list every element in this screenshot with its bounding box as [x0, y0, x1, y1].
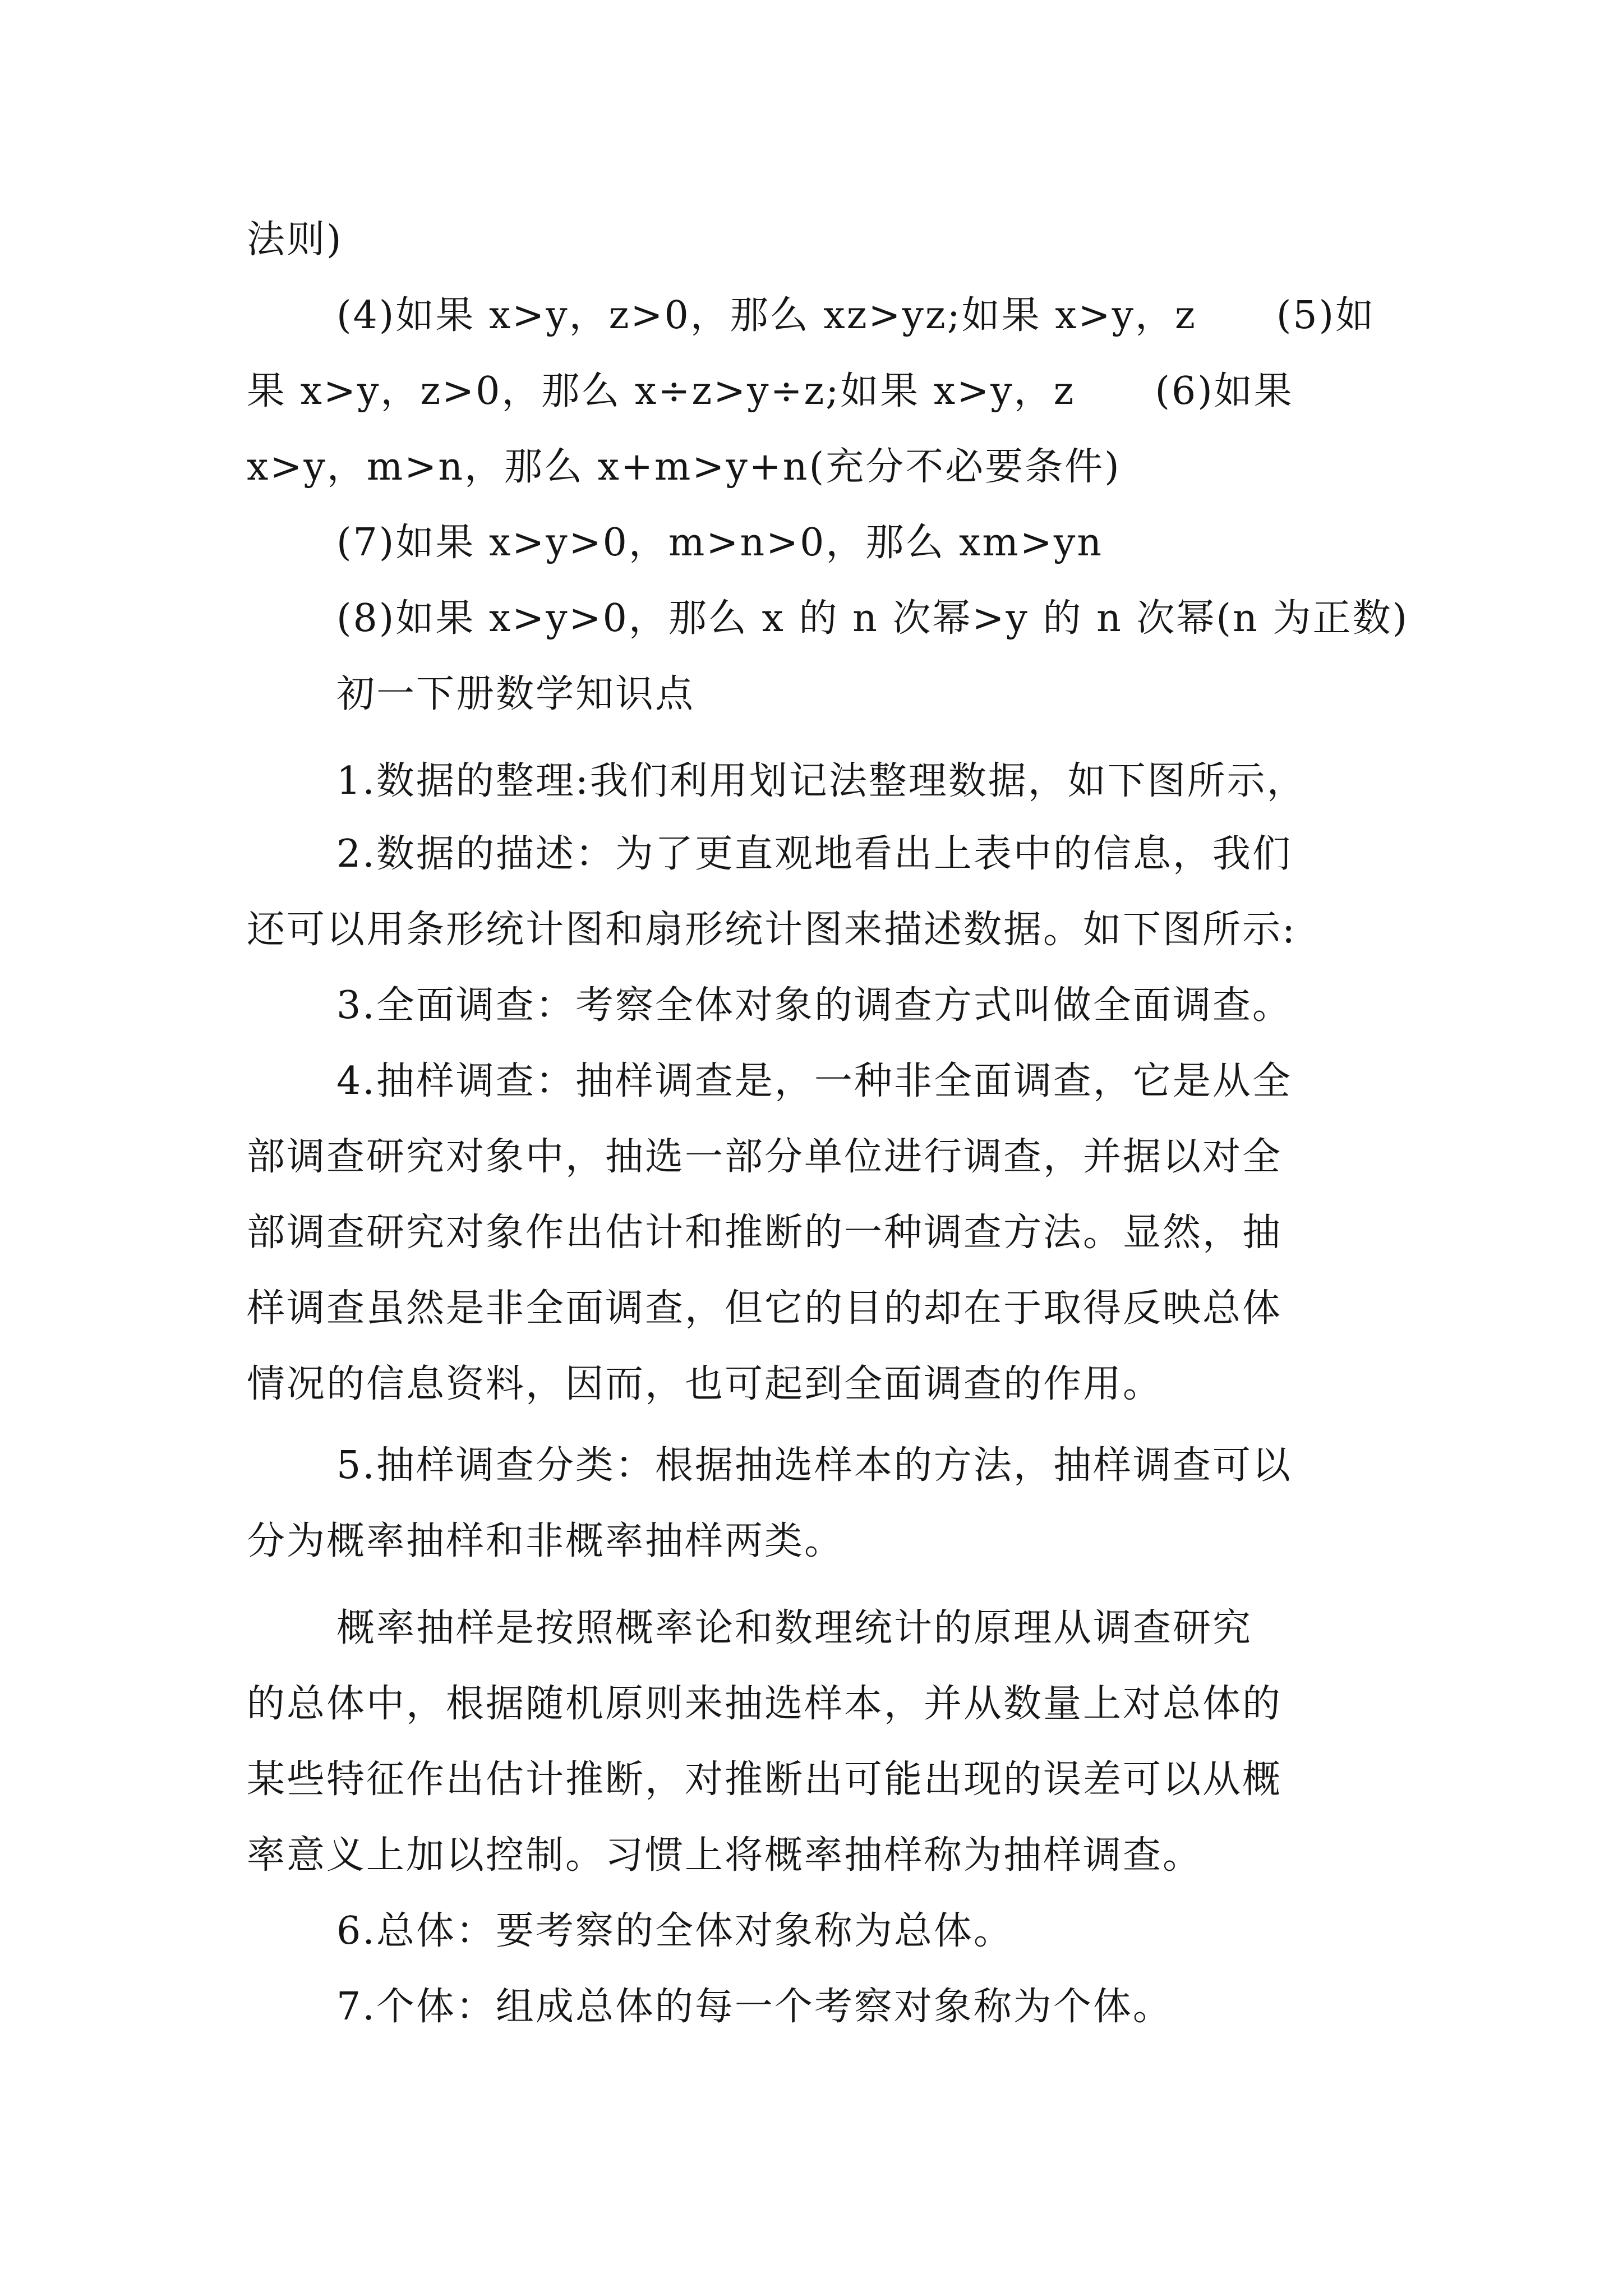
text-line: 3.全面调查：考察全体对象的调查方式叫做全面调查。	[336, 983, 1292, 1028]
text-line: 还可以用条形统计图和扇形统计图来描述数据。如下图所示:	[247, 908, 1297, 952]
text-line: 概率抽样是按照概率论和数理统计的原理从调查研究	[336, 1606, 1253, 1650]
text-line: 果 x>y，z>0，那么 x÷z>y÷z;如果 x>y，z (6)如果	[247, 369, 1294, 413]
text-line: 初一下册数学知识点	[336, 672, 695, 716]
text-line: 率意义上加以控制。习惯上将概率抽样称为抽样调查。	[247, 1833, 1203, 1878]
text-line: 情况的信息资料，因而，也可起到全面调查的作用。	[247, 1362, 1163, 1406]
text-line: x>y，m>n，那么 x+m>y+n(充分不必要条件)	[247, 445, 1121, 489]
text-line: (7)如果 x>y>0，m>n>0，那么 xm>yn	[336, 521, 1104, 565]
text-line: 部调查研究对象作出估计和推断的一种调查方法。显然，抽	[247, 1211, 1283, 1255]
text-line: 7.个体：组成总体的每一个考察对象称为个体。	[336, 1985, 1173, 2029]
text-line: 某些特征作出估计推断，对推断出可能出现的误差可以从概	[247, 1757, 1283, 1802]
text-line: 5.抽样调查分类：根据抽选样本的方法，抽样调查可以	[336, 1443, 1292, 1488]
text-line: 分为概率抽样和非概率抽样两类。	[247, 1519, 845, 1563]
text-line: (8)如果 x>y>0，那么 x 的 n 次幂>y 的 n 次幂(n 为正数)	[336, 596, 1409, 641]
text-line: 的总体中，根据随机原则来抽选样本，并从数量上对总体的	[247, 1682, 1283, 1726]
text-line: 4.抽样调查：抽样调查是，一种非全面调查，它是从全	[336, 1059, 1292, 1103]
text-line: 部调查研究对象中，抽选一部分单位进行调查，并据以对全	[247, 1135, 1283, 1179]
text-line: 1.数据的整理:我们利用划记法整理数据，如下图所示，	[336, 759, 1307, 803]
text-line: 6.总体：要考察的全体对象称为总体。	[336, 1909, 1013, 1953]
text-line: 2.数据的描述：为了更直观地看出上表中的信息，我们	[336, 832, 1292, 876]
text-line: 法则)	[247, 218, 343, 262]
text-line: 样调查虽然是非全面调查，但它的目的却在于取得反映总体	[247, 1286, 1283, 1331]
text-line: (4)如果 x>y，z>0，那么 xz>yz;如果 x>y，z (5)如	[336, 293, 1376, 338]
